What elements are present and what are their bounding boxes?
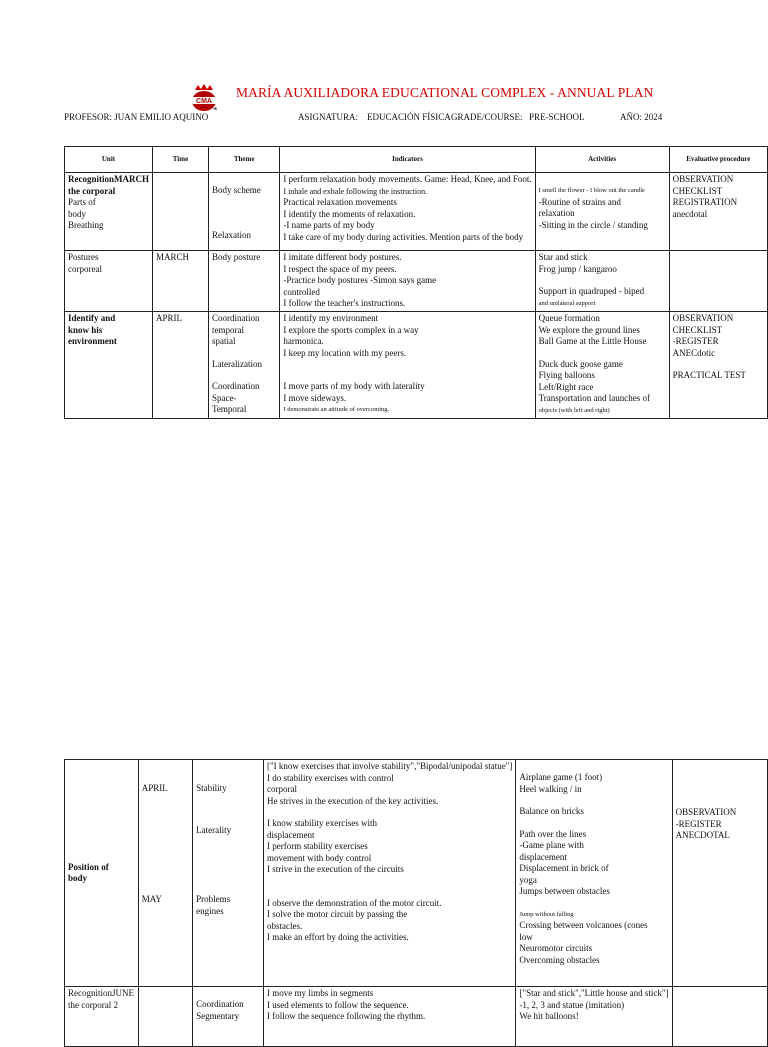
asignatura-label: ASIGNATURA: [298, 112, 359, 122]
year-label: AÑO: 2024 [620, 112, 663, 122]
time-cell [138, 987, 192, 1047]
unit-cell: Identify and know his environment [65, 312, 153, 419]
unit-cell: Postures corporeal [65, 251, 153, 312]
indicators-cell: I move my limbs in segments I used elements to follow the sequence. I follow the sequence following the rhythm. [264, 987, 516, 1047]
activities-cell: ["Star and stick","Little house and stick"] -1, 2, 3 and statue (imitation) We hit balloons! [516, 987, 672, 1047]
indicators-cell: I identify my environment I explore the sports complex in a way harmonica. I keep my location with my peers. I move parts of my body with laterality I move sideways. I demonstrate an attitude of overcoming. [280, 312, 535, 419]
table-row [65, 251, 768, 312]
annual-plan-table-page-1 [64, 146, 768, 419]
evaluation-cell [669, 251, 767, 312]
school-logo [189, 82, 219, 112]
theme-cell: Body posture [208, 251, 279, 312]
evaluation-cell [672, 987, 767, 1047]
evaluation-cell: OBSERVATION CHECKLIST -REGISTER ANECdotic PRACTICAL TEST [669, 312, 767, 419]
activities-cell: Queue formation We explore the ground lines Ball Game at the Little House Duck duck goose game Flying balloons Left/Right race Transportation and launches of objects (with left and right) [535, 312, 669, 419]
subject-value: EDUCACIÓN FÍSICA [367, 112, 451, 122]
theme-cell: Body scheme Relaxation [208, 173, 279, 251]
activities-cell: I smell the flower - I blow out the candle -Routine of strains and relaxation -Sitting in the circle / standing [535, 173, 669, 251]
unit-cell: RecognitionJUNE the corporal 2 [65, 987, 139, 1047]
document-title: MARÍA AUXILIADORA EDUCATIONAL COMPLEX - ANNUAL PLAN [236, 85, 654, 100]
column-header: Unit [65, 147, 153, 173]
time-cell: APRIL [153, 312, 209, 419]
table-header-row [65, 147, 768, 173]
activities-cell: Star and stick Frog jump / kangaroo Support in quadruped - biped and unilateral support [535, 251, 669, 312]
annual-plan-table-page-2 [64, 759, 768, 1047]
time-cell: APRIL MAY [138, 760, 192, 987]
table-row [65, 312, 768, 419]
table-row [65, 760, 768, 987]
column-header: Evaluative procedure [669, 147, 767, 173]
table-row [65, 987, 768, 1047]
theme-cell: Coordination temporal spatial Lateralization Coordination Space- Temporal [208, 312, 279, 419]
evaluation-cell: OBSERVATION CHECKLIST REGISTRATION anecdotal [669, 173, 767, 251]
column-header: Time [153, 147, 209, 173]
evaluation-cell: OBSERVATION -REGISTER ANECDOTAL [672, 760, 767, 987]
unit-cell: Position of body [65, 760, 139, 987]
time-cell [153, 173, 209, 251]
profesor-label: PROFESOR: JUAN EMILIO AQUINO [64, 112, 209, 122]
activities-cell: Airplane game (1 foot) Heel walking / in Balance on bricks Path over the lines -Game plane with displacement Displacement in brick of yoga Jumps between obstacles Jump without falling Crossing between volcanoes (cones low Neuromotor circuits Overcoming obstacles [516, 760, 672, 987]
column-header: Activities [535, 147, 669, 173]
logo-text: CMA [196, 98, 212, 105]
indicators-cell: ["I know exercises that involve stability","Bipodal/unipodal statue"] I do stability exercises with control corporal He strives in the execution of the key activities. I know stability exercises with displacement I perform stability exercises movement with body control I strive in the execution of the circuits I observe the demonstration of the motor circuit. I solve the motor circuit by passing the obstacles. I make an effort by doing the activities. [264, 760, 516, 987]
column-header: Theme [208, 147, 279, 173]
indicators-cell: I imitate different body postures. I respect the space of my peers. -Practice body postures -Simon says game controlled I follow the teacher's instructions. [280, 251, 535, 312]
grade-label: GRADE/COURSE: [451, 112, 523, 122]
column-header: Indicators [280, 147, 535, 173]
table-row [65, 173, 768, 251]
theme-cell: Stability Laterality Problems engines [193, 760, 264, 987]
time-cell: MARCH [153, 251, 209, 312]
unit-cell: RecognitionMARCH the corporal Parts of body Breathing [65, 173, 153, 251]
theme-cell: Coordination Segmentary [193, 987, 264, 1047]
grade-value: PRE-SCHOOL [529, 112, 585, 122]
indicators-cell: I perform relaxation body movements. Game: Head, Knee, and Foot. I inhale and exhale following the instruction. Practical relaxation movements I identify the moments of relaxation. -I name parts of my body I take care of my body during activities. Mention parts of the body [280, 173, 535, 251]
